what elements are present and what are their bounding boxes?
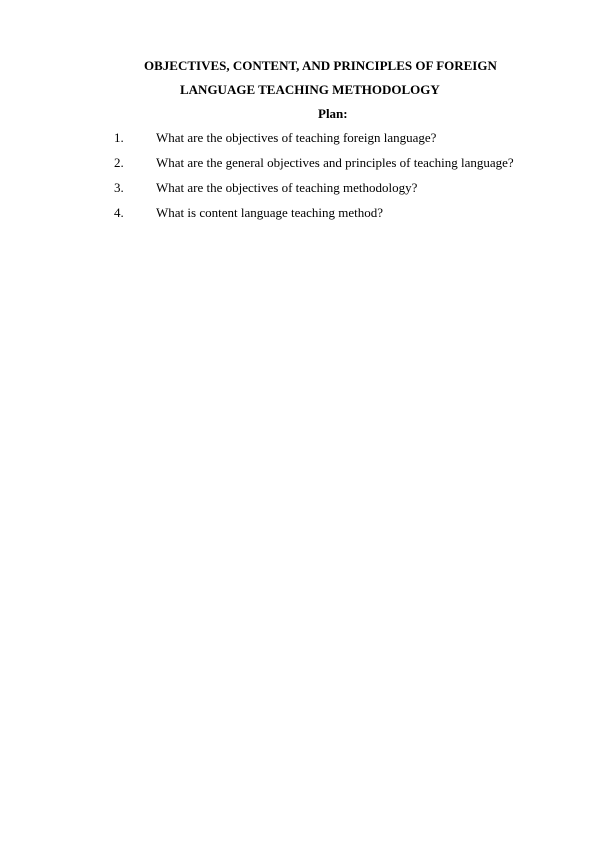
plan-item-number: 2. (114, 155, 124, 170)
plan-item-number: 1. (114, 130, 124, 145)
plan-item-text: What are the objectives of teaching methodology? (156, 180, 418, 195)
plan-heading: Plan: (318, 106, 348, 121)
plan-item-number: 3. (114, 180, 124, 195)
plan-item-text: What are the general objectives and principles of teaching language? (156, 155, 514, 170)
document-title-line-1: OBJECTIVES, CONTENT, AND PRINCIPLES OF FOREIGN (144, 58, 497, 73)
document-title-line-2: LANGUAGE TEACHING METHODOLOGY (180, 82, 440, 97)
plan-item-text: What are the objectives of teaching foreign language? (156, 130, 437, 145)
plan-item-text: What is content language teaching method? (156, 205, 384, 220)
plan-item-number: 4. (114, 205, 124, 220)
